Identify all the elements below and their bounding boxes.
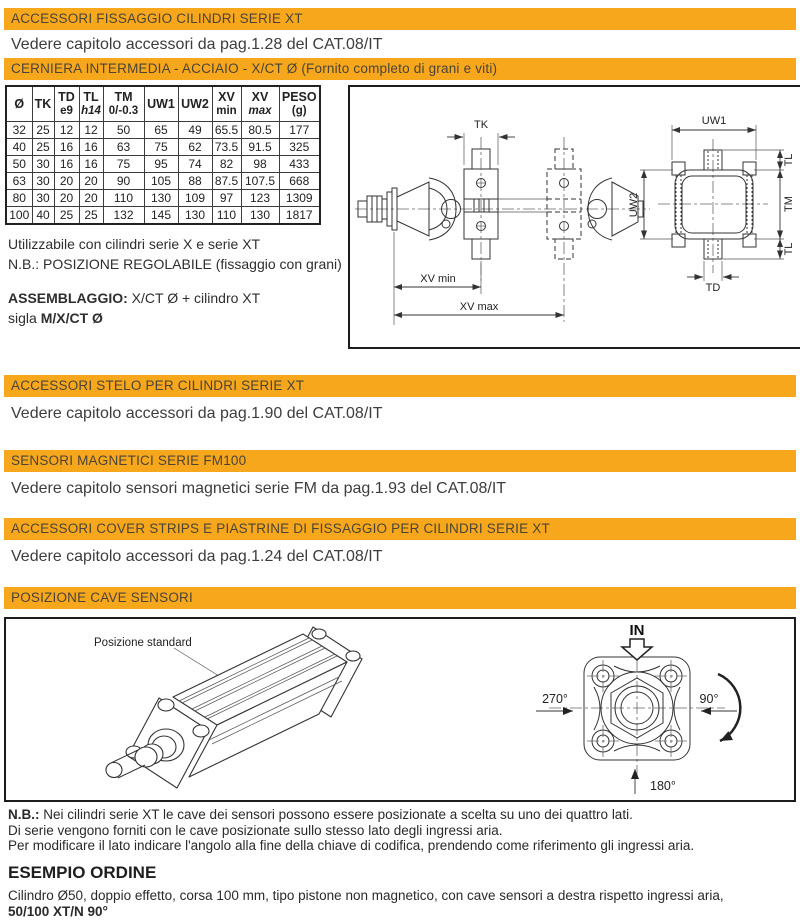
order-example-code: 50/100 XT/N 90°: [8, 903, 108, 919]
table-row: [6, 173, 320, 190]
table-cell: 123: [241, 190, 279, 207]
nb-label: N.B.:: [8, 807, 40, 822]
body-profile: [672, 150, 756, 259]
in-port-label: IN: [629, 622, 645, 639]
table-cell: 40: [6, 139, 32, 156]
angle-270-label: 270°: [542, 692, 568, 706]
table-cell: 73.5: [212, 139, 241, 156]
cylinder-isometric-view: [94, 627, 362, 788]
sigla-code: M/X/CT Ø: [40, 310, 103, 326]
table-cell: 63: [103, 139, 144, 156]
table-header-cell: PESO (g): [279, 86, 320, 122]
table-header-cell: Ø: [6, 86, 32, 122]
table-cell: 65: [144, 122, 178, 139]
table-row: [6, 156, 320, 173]
nb-text: Nei cilindri serie XT le cave dei sensori possono essere posizionate a scelta su uno dei quattro lati.: [39, 807, 633, 822]
table-cell: 16: [54, 156, 79, 173]
dim-label-tm: TM: [783, 196, 795, 212]
table-header-cell: UW1: [144, 86, 178, 122]
table-row: [6, 122, 320, 139]
table-cell: 80: [6, 190, 32, 207]
dim-label-xv-max: XV max: [459, 301, 499, 313]
table-header-cell: TM 0/-0.3: [103, 86, 144, 122]
dimensions-table: [5, 85, 321, 225]
section-header-sensori: SENSORI MAGNETICI SERIE FM100: [4, 450, 796, 472]
dimension-uw2: [628, 170, 673, 239]
table-cell: 325: [279, 139, 320, 156]
footer-line-2: Di serie vengono forniti con le cave posizionate sullo stesso lato degli ingressi aria.: [8, 822, 503, 838]
table-cell: 25: [32, 122, 54, 139]
cerniera-notes: [4, 234, 346, 328]
table-cell: 105: [144, 173, 178, 190]
table-cell: 25: [79, 207, 103, 225]
table-cell: 110: [212, 207, 241, 225]
table-cell: 91.5: [241, 139, 279, 156]
dim-label-td: TD: [705, 282, 721, 294]
table-row: [6, 190, 320, 207]
table-cell: 30: [32, 173, 54, 190]
cover-reference-text: Vedere capitolo accessori da pag.1.24 del CAT.08/IT: [11, 548, 383, 565]
sensori-reference-text: Vedere capitolo sensori magnetici serie FM da pag.1.93 del CAT.08/IT: [11, 480, 507, 497]
note-sigla: [8, 308, 346, 328]
table-cell: 20: [54, 173, 79, 190]
order-example-title: ESEMPIO ORDINE: [8, 862, 157, 882]
table-header-cell: UW2: [178, 86, 212, 122]
cylinder-body: [173, 627, 362, 777]
table-cell: 20: [54, 190, 79, 207]
table-header-cell: TK: [32, 86, 54, 122]
table-row: [6, 139, 320, 156]
table-cell: 130: [241, 207, 279, 225]
table-cell: 12: [54, 122, 79, 139]
table-head: [6, 86, 320, 122]
table-cell: 177: [279, 122, 320, 139]
table-cell: 63: [6, 173, 32, 190]
leader-line: [174, 648, 219, 676]
table-cell: 74: [178, 156, 212, 173]
note-assemblaggio: [8, 288, 346, 308]
footer-notes: [4, 807, 796, 854]
fissaggio-reference-text: Vedere capitolo accessori da pag.1.28 del CAT.08/IT: [11, 36, 383, 53]
dim-label-uw2: UW2: [628, 192, 640, 218]
table-cell: 30: [32, 190, 54, 207]
table-cell: 98: [241, 156, 279, 173]
table-cell: 49: [178, 122, 212, 139]
cerniera-technical-drawing: [350, 87, 800, 347]
table-header-cell: XV max: [241, 86, 279, 122]
table-cell: 30: [32, 156, 54, 173]
section-header-stelo: ACCESSORI STELO PER CILINDRI SERIE XT: [4, 375, 796, 397]
order-example: [4, 888, 796, 920]
dimension-tl-tm: [723, 150, 795, 259]
table-cell: 25: [54, 207, 79, 225]
section-header-cover: ACCESSORI COVER STRIPS E PIASTRINE DI FISSAGGIO PER CILINDRI SERIE XT: [4, 518, 796, 540]
table-cell: 80.5: [241, 122, 279, 139]
sensor-position-drawing-box: [4, 617, 796, 802]
footer-nb-line: [8, 807, 796, 823]
sensor-position-drawing: [6, 619, 794, 800]
table-cell: 1309: [279, 190, 320, 207]
assemblaggio-label: ASSEMBLAGGIO:: [8, 290, 128, 306]
table-cell: 25: [32, 139, 54, 156]
table-cell: 88: [178, 173, 212, 190]
dim-label-tk: TK: [473, 119, 489, 131]
note-position: N.B.: POSIZIONE REGOLABILE (fissaggio con grani): [8, 256, 342, 272]
table-cell: 110: [103, 190, 144, 207]
order-example-text: Cilindro Ø50, doppio effetto, corsa 100 mm, tipo pistone non magnetico, con cave sensori a destra rispetto ingressi aria,: [8, 887, 724, 903]
table-cell: 90: [103, 173, 144, 190]
cerniera-left-column: [4, 85, 346, 349]
table-cell: 97: [212, 190, 241, 207]
table-cell: 132: [103, 207, 144, 225]
dimension-xv-max: [394, 301, 564, 315]
table-cell: 109: [178, 190, 212, 207]
note-compatibility: Utilizzabile con cilindri serie X e serie XT: [8, 236, 261, 252]
table-cell: 433: [279, 156, 320, 173]
table-cell: 16: [79, 139, 103, 156]
table-cell: 20: [79, 173, 103, 190]
table-cell: 75: [103, 156, 144, 173]
table-cell: 82: [212, 156, 241, 173]
dimension-uw1: [672, 115, 756, 160]
sigla-label: sigla: [8, 310, 41, 326]
table-cell: 16: [79, 156, 103, 173]
table-cell: 130: [178, 207, 212, 225]
table-cell: 107.5: [241, 173, 279, 190]
table-cell: 100: [6, 207, 32, 225]
table-cell: 20: [79, 190, 103, 207]
table-cell: 75: [144, 139, 178, 156]
table-header-cell: TL h14: [79, 86, 103, 122]
table-cell: 1817: [279, 207, 320, 225]
table-cell: 50: [6, 156, 32, 173]
footer-line-3: Per modificare il lato indicare l'angolo alla fine della chiave di codifica, prendendo come riferimento gli ingressi aria.: [8, 838, 695, 853]
table-cell: 12: [79, 122, 103, 139]
dim-label-uw1: UW1: [701, 115, 727, 127]
cerniera-drawing-box: [348, 85, 800, 349]
angle-90-label: 90°: [699, 692, 719, 706]
table-cell: 87.5: [212, 173, 241, 190]
sensor-angle-view: [536, 622, 740, 794]
table-cell: 40: [32, 207, 54, 225]
dim-label-tl-top: TL: [783, 153, 795, 167]
section-header-cerniera: CERNIERA INTERMEDIA - ACCIAIO - X/CT Ø (Fornito completo di grani e viti): [4, 58, 796, 80]
table-cell: 50: [103, 122, 144, 139]
cerniera-content: [4, 85, 796, 349]
table-cell: 668: [279, 173, 320, 190]
standard-position-label: Posizione standard: [94, 637, 192, 649]
side-view: [355, 119, 650, 325]
end-view: [628, 115, 795, 294]
dim-label-xv-min: XV min: [420, 273, 456, 285]
rotation-arrow-icon: [718, 674, 740, 741]
section-header-fissaggio: ACCESSORI FISSAGGIO CILINDRI SERIE XT: [4, 8, 796, 30]
table-cell: 32: [6, 122, 32, 139]
table-cell: 95: [144, 156, 178, 173]
table-row: [6, 207, 320, 225]
dim-label-tl-bottom: TL: [783, 242, 795, 256]
table-body: [6, 122, 320, 225]
assemblaggio-text: X/CT Ø + cilindro XT: [127, 290, 261, 306]
table-header-cell: TD e9: [54, 86, 79, 122]
angle-180-label: 180°: [650, 779, 676, 793]
section-header-cave: POSIZIONE CAVE SENSORI: [4, 587, 796, 609]
table-cell: 16: [54, 139, 79, 156]
table-cell: 65.5: [212, 122, 241, 139]
table-header-cell: XV min: [212, 86, 241, 122]
table-cell: 145: [144, 207, 178, 225]
stelo-reference-text: Vedere capitolo accessori da pag.1.90 del CAT.08/IT: [11, 405, 383, 422]
table-cell: 130: [144, 190, 178, 207]
table-cell: 62: [178, 139, 212, 156]
